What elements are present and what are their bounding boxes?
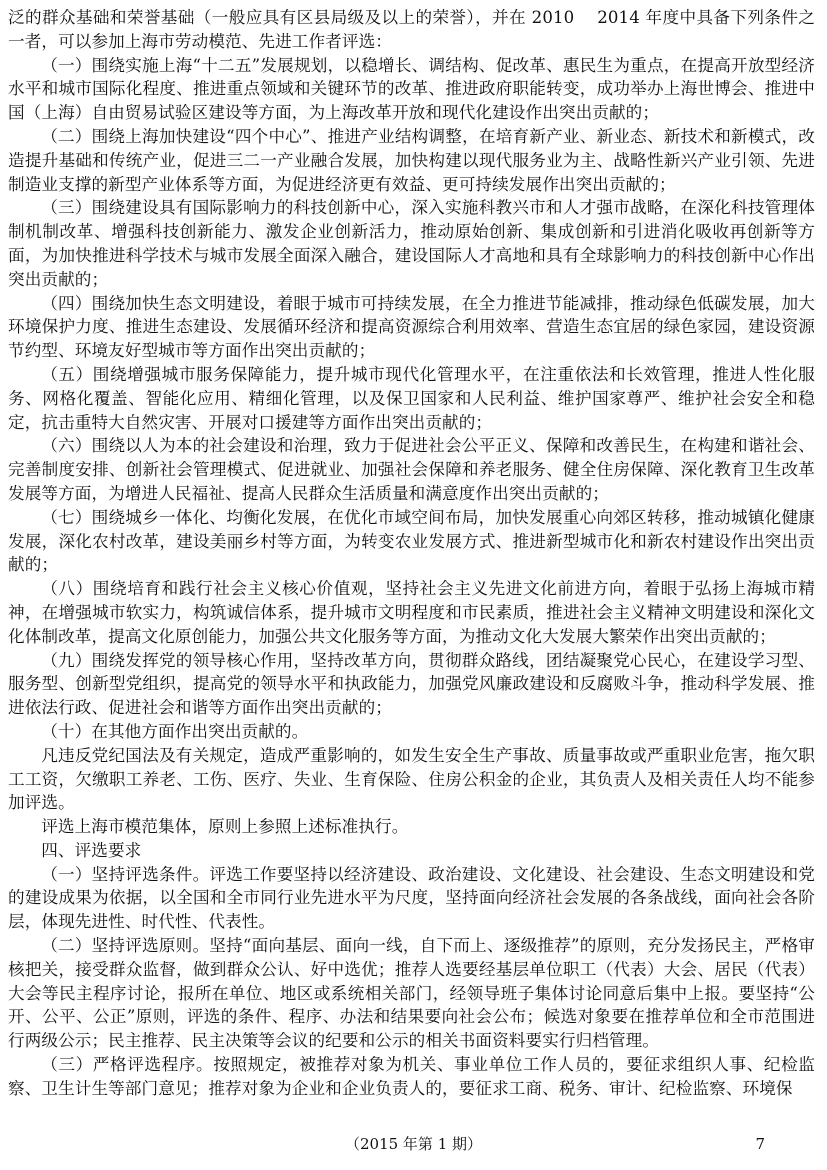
paragraph: （十）在其他方面作出突出贡献的。 xyxy=(41,721,309,741)
page-number: 7 xyxy=(755,1135,765,1153)
paragraph: （七）围绕城乡一体化、均衡化发展，在优化市域空间布局，加快发展重心向郊区转移，推动城镇化健康发展，深化农村改革，建设美丽乡村等方面，为转变农业发展方式、推进新型城市化和新农村建设作出突出贡献的； xyxy=(8,507,815,575)
paragraph: （九）围绕发挥党的领导核心作用，坚持改革方向，贯彻群众路线，团结凝聚党心民心，在建设学习型、服务型、创新型党组织，提高党的领导水平和执政能力，加强党风廉政建设和反腐败斗争，推动科学发展、推进依法行政、促进社会和谐等方面作出突出贡献的； xyxy=(8,650,815,718)
paragraph: （二）围绕上海加快建设“四个中心”、推进产业结构调整，在培育新产业、新业态、新技术和新模式，改造提升基础和传统产业，促进三二一产业融合发展，加快构建以现代服务业为主、战略性新兴产业引领、先进制造业支撑的新型产业体系等方面，为促进经济更有效益、更可持续发展作出突出贡献的； xyxy=(8,126,815,194)
document-body xyxy=(8,6,815,1101)
paragraph: （一）围绕实施上海“十二五”发展规划，以稳增长、调结构、促改革、惠民生为重点，在提高开放型经济水平和城市国际化程度、推进重点领域和关键环节的改革、推进政府职能转变，成功举办上海世博会、推进中国（上海）自由贸易试验区建设等方面，为上海改革开放和现代化建设作出突出贡献的； xyxy=(8,55,815,123)
paragraph: 凡违反党纪国法及有关规定，造成严重影响的，如发生安全生产事故、质量事故或严重职业危害，拖欠职工工资，欠缴职工养老、工伤、医疗、失业、生育保险、住房公积金的企业，其负责人及相关责任人均不能参加评选。 xyxy=(8,745,815,813)
paragraph: 评选上海市模范集体，原则上参照上述标准执行。 xyxy=(41,817,409,837)
page-footer xyxy=(0,1132,827,1156)
paragraph: （五）围绕增强城市服务保障能力，提升城市现代化管理水平，在注重依法和长效管理，推进人性化服务、网格化覆盖、智能化应用、精细化管理，以及保卫国家和人民利益、维护国家尊严、维护社会安全和稳定，抗击重特大自然灾害、开展对口援建等方面作出突出贡献的； xyxy=(8,364,815,432)
paragraph: （六）围绕以人为本的社会建设和治理，致力于促进社会公平正义、保障和改善民生，在构建和谐社会、完善制度安排、创新社会管理模式、促进就业、加强社会保障和养老服务、健全住房保障、深化教育卫生改革发展等方面，为增进人民福祉、提高人民群众生活质量和满意度作出突出贡献的； xyxy=(8,436,815,503)
issue-label: （2015 年第 1 期） xyxy=(344,1135,483,1153)
paragraph: （二）坚持评选原则。坚持“面向基层、面向一线，自下而上、逐级推荐”的原则，充分发扬民主，严格审核把关，接受群众监督，做到群众公认、好中选优；推荐人选要经基层单位职工（代表）大会、居民（代表）大会等民主程序讨论，报所在单位、地区或系统相关部门，经领导班子集体讨论同意后集中上报。要坚持“公开、公平、公正”原则，评选的条件、程序、办法和结果要向社会公布；候选对象要在推荐单位和全市范围进行两级公示；民主推荐、民主决策等会议的纪要和公示的相关书面资料要实行归档管理。 xyxy=(8,936,815,1051)
paragraph: （三）严格评选程序。按照规定，被推荐对象为机关、事业单位工作人员的，要征求组织人事、纪检监察、卫生计生等部门意见；推荐对象为企业和企业负责人的，要征求工商、税务、审计、纪检监察、环境保 xyxy=(8,1055,815,1098)
paragraph: 泛的群众基础和荣誉基础（一般应具有区县局级及以上的荣誉），并在 2010 2014 年度中具备下列条件之一者，可以参加上海市劳动模范、先进工作者评选： xyxy=(8,8,815,51)
paragraph: （一）坚持评选条件。评选工作要坚持以经济建设、政治建设、文化建设、社会建设、生态文明建设和党的建设成果为依据，以全国和全市同行业先进水平为尺度，坚持面向经济社会发展的各条战线，面向社会各阶层，体现先进性、时代性、代表性。 xyxy=(8,864,815,932)
paragraph: 四、评选要求 xyxy=(41,840,142,860)
paragraph: （四）围绕加快生态文明建设，着眼于城市可持续发展，在全力推进节能减排，推动绿色低碳发展，加大环境保护力度、推进生态建设、发展循环经济和提高资源综合利用效率、营造生态宜居的绿色家园，建设资源节约型、环境友好型城市等方面作出突出贡献的； xyxy=(8,293,815,361)
paragraph: （三）围绕建设具有国际影响力的科技创新中心，深入实施科教兴市和人才强市战略，在深化科技管理体制机制改革、增强科技创新能力、激发企业创新活力，推动原始创新、集成创新和引进消化吸收再创新等方面，为加快推进科学技术与城市发展全面深入融合，建设国际人才高地和具有全球影响力的科技创新中心作出突出贡献的； xyxy=(8,198,815,289)
paragraph: （八）围绕培育和践行社会主义核心价值观，坚持社会主义先进文化前进方向，着眼于弘扬上海城市精神，在增强城市软实力，构筑诚信体系，提升城市文明程度和市民素质，推进社会主义精神文明建设和深化文化体制改革，提高文化原创能力，加强公共文化服务等方面，为推动文化大发展大繁荣作出突出贡献的； xyxy=(8,579,815,646)
